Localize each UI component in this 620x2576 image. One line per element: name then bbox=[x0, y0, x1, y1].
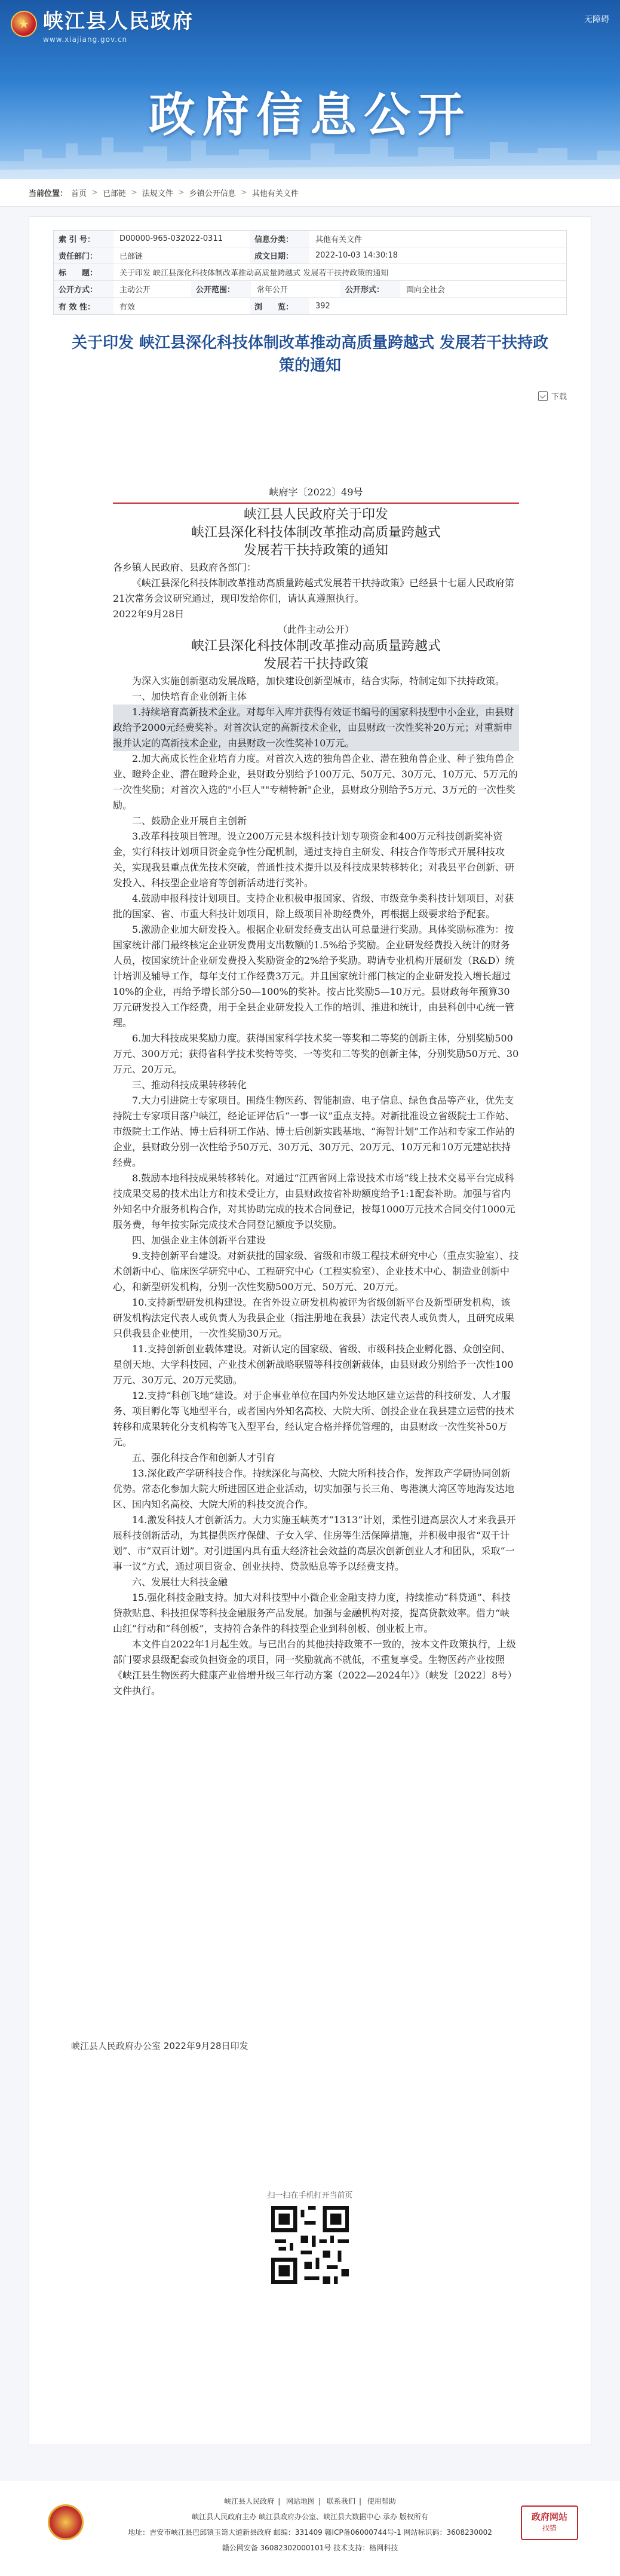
section-heading: 四、加强企业主体创新平台建设 bbox=[132, 1235, 266, 1246]
article-card bbox=[29, 216, 591, 2445]
meta-date-value: 2022-10-03 14:30:18 bbox=[315, 251, 398, 260]
page-title: 关于印发 峡江县深化科技体制改革推动高质量跨越式 发展若干扶持政策的通知 bbox=[71, 334, 549, 375]
doc-para: 12.支持“科创飞地”建设。对于企事业单位在国内外发达地区建立运营的科技研发、人才服务、项目孵化等飞地型平台，或者国内外知名高校、大院大所、创投企业在我县建立运营的技术转移和成果转化分支机构等飞入型平台，经认定合格并择优管理的，由县财政一次性奖补50万元。 bbox=[113, 1390, 515, 1448]
red-divider bbox=[113, 503, 519, 504]
meta-valid-label: 有 效 性： bbox=[54, 298, 113, 314]
meta-title-value: 关于印发 峡江县深化科技体制改革推动高质量跨越式 发展若干扶持政策的通知 bbox=[119, 269, 389, 278]
document-body bbox=[113, 485, 519, 1699]
breadcrumb-dept[interactable]: 已部链 bbox=[102, 189, 126, 198]
meta-type-value: 面向全社会 bbox=[406, 286, 446, 295]
doc-head-4: 峡江县深化科技体制改革推动高质量跨越式 bbox=[191, 639, 441, 654]
meta-views-label: 浏 览： bbox=[250, 298, 309, 314]
section-heading: 三、推动科技成果转移转化 bbox=[132, 1079, 247, 1091]
banner-title: 政府信息公开 bbox=[148, 88, 471, 142]
doc-head-2: 峡江县深化科技体制改革推动高质量跨越式 bbox=[191, 525, 441, 540]
footer-link-help[interactable]: 使用帮助 bbox=[367, 2497, 396, 2505]
national-emblem-icon: ★ bbox=[11, 11, 37, 37]
footer-link-sitemap[interactable]: 网站地图 bbox=[286, 2497, 315, 2505]
doc-para: 3.改革科技项目管理。设立200万元县本级科技计划专项资金和400万元科技创新奖补资金，实行科技计划项目资金竞争性分配机制，通过支持自主研发、科技合作等形式开展科技攻关，实现我县重点优先技术突破，普通性技术提升以及科技成果转移转化；对我县平台创新、研发投入、科技型企业培育等创新活动进行奖补。 bbox=[113, 831, 515, 889]
section-heading: 二、鼓励企业开展自主创新 bbox=[132, 815, 247, 826]
meta-index-label: 索 引 号： bbox=[54, 231, 113, 247]
meta-scope-value: 常年公开 bbox=[257, 286, 288, 295]
footer: 峡江县人民政府 | 网站地图 | 联系我们 | 使用帮助 峡江县人民政府主办 峡江县政府办公室、峡江县大数据中心 承办 版权所有 地址：吉安市峡江县巴邱镇玉笥大道新县政府 邮编：331409 赣ICP备06000744号-1 网站标识码：3608230002 赣公网安备 36082302000101号 技术支持：格网科技 政府网站 找错 bbox=[0, 2480, 620, 2576]
qr-label: 扫一扫在手机打开当前页 bbox=[267, 2191, 353, 2200]
breadcrumb-township[interactable]: 乡镇公开信息 bbox=[189, 189, 236, 198]
breadcrumb-label: 当前位置： bbox=[29, 189, 68, 198]
doc-para: 7.大力引进院士专家项目。围绕生物医药、智能制造、电子信息、绿色食品等产业，优先支持院士专家项目落户峡江，经论证评估后“一事一议”重点支持。对新批准设立省级院士工作站、市级院士工作站、博士后科研工作站、博士后创新实践基地、“海智计划”工作站和专家工作站的企业，县财政分别一次性给予50万元、30万元、30万元、20万元、10万元和10万元建站扶持经费。 bbox=[113, 1095, 515, 1168]
meta-scope-label: 公开范围： bbox=[191, 281, 251, 297]
download-button[interactable] bbox=[538, 390, 567, 402]
doc-head-1: 峡江县人民政府关于印发 bbox=[243, 507, 388, 522]
breadcrumb-home[interactable]: 首页 bbox=[71, 189, 87, 198]
meta-index-value: D00000-965-032022-0311 bbox=[119, 234, 223, 243]
breadcrumb: 当前位置： 首页 > 已部链 > 法规文件 > 乡镇公开信息 > 其他有关文件 bbox=[0, 179, 620, 207]
doc-date: 2022年9月28日 bbox=[113, 608, 185, 620]
barrier-free-link[interactable]: 无障碍 bbox=[584, 15, 609, 24]
doc-para: 10.支持新型研发机构建设。在省外设立研发机构被评为省级创新平台及新型研发机构，该研发机构法定代表人或负责人为我县企业（指注册地在我县）法定代表人或负责人，且研究成果只供我县企业使用，一次性奖励30万元。 bbox=[113, 1297, 515, 1339]
footer-address: 地址：吉安市峡江县巴邱镇玉笥大道新县政府 邮编：331409 赣ICP备06000744号-1 网站标识码：3608230002 bbox=[128, 2528, 492, 2537]
doc-para: 8.鼓励本地科技成果转移转化。对通过“江西省网上常设技术市场”线上技术交易平台完成科技成果交易的技术出让方和技术受让方，由县财政按省补助额度给予1:1配套补助。加强与省内外知名中介服务机构合作，对其协助完成的技术合同登记，按每1000万元技术合同交付1000元服务费，每年按实际完成技术合同登记额度予以奖励。 bbox=[113, 1172, 515, 1230]
doc-para: 9.支持创新平台建设。对新获批的国家级、省级和市级工程技术研究中心（重点实验室）、技术创新中心、临床医学研究中心、工程研究中心（工程实验室）、企业技术中心、制造业创新中心，和新型研发机构，分别一次性奖励500万元、50万元、20万元。 bbox=[113, 1250, 519, 1292]
footer-link-contact[interactable]: 联系我们 bbox=[326, 2497, 355, 2505]
doc-number: 峡府字〔2022〕49号 bbox=[269, 486, 363, 498]
qr-block bbox=[250, 2189, 370, 2286]
meta-date-label: 成文日期： bbox=[250, 247, 309, 264]
section-heading: 五、强化科技合作和创新人才引育 bbox=[132, 1452, 276, 1463]
doc-para: 《峡江县深化科技体制改革推动高质量跨越式发展若干扶持政策》已经县十七届人民政府第21次常务会议研究通过，现印发给你们，请认真遵照执行。 bbox=[113, 577, 515, 604]
footer-sponsor: 峡江县人民政府主办 峡江县政府办公室、峡江县大数据中心 承办 版权所有 bbox=[192, 2513, 428, 2521]
doc-para: 11.支持创新创业载体建设。对新认定的国家级、省级、市级科技企业孵化器、众创空间、星创天地、大学科技园、产业技术创新战略联盟等科技创新载体，由县财政分别给予一次性100万元、30万元、20万元奖励。 bbox=[113, 1343, 514, 1386]
meta-valid-value: 有效 bbox=[119, 302, 136, 312]
meta-title-label: 标 题： bbox=[54, 264, 113, 280]
doc-head-3: 发展若干扶持政策的通知 bbox=[243, 543, 388, 558]
meta-theme-value: 主动公开 bbox=[119, 286, 151, 295]
meta-category-label: 信息分类： bbox=[250, 231, 309, 247]
header-banner bbox=[0, 0, 620, 179]
doc-para-highlighted: 1.持续培育高新技术企业。对每年入库并获得有效证书编号的国家科技型中小企业，由县财政给予2000元经费奖补。对首次认定的高新技术企业，由县财政一次性奖补20万元；对重新申报并认定的高新技术企业，由县财政一次性奖补10万元。 bbox=[113, 705, 519, 751]
download-icon bbox=[538, 391, 548, 401]
doc-para: 本文件自2022年1月起生效。与已出台的其他扶持政策不一致的，按本文件政策执行，上级部门要求县级配套或负担资金的项目，同一奖励就高不就低，不重复享受。生物医药产业按照《峡江县生物医药大健康产业倍增升级三年行动方案（2022—2024年）》（峡发〔2022〕8号）文件执行。 bbox=[113, 1638, 517, 1696]
site-name[interactable]: 峡江县人民政府 bbox=[43, 9, 194, 33]
doc-para: 15.强化科技金融支持。加大对科技型中小微企业金融支持力度，持续推动“科贷通”、科技贷款贴息、科技担保等科技金融服务产品发展。加强与金融机构对接，提高贷款效率。借力“峡山红”行动和“科创板”，支持符合条件的科技型企业到科创板、创业板上市。 bbox=[113, 1592, 511, 1634]
qr-code-icon[interactable] bbox=[271, 2206, 349, 2284]
badge-top-text: 政府网站 bbox=[531, 2511, 567, 2522]
meta-theme-label: 公开方式： bbox=[54, 281, 113, 297]
meta-views-value: 392 bbox=[315, 301, 330, 311]
doc-intro: 为深入实施创新驱动发展战略，加快建设创新型城市，结合实际，特制定如下扶持政策。 bbox=[132, 675, 505, 687]
download-label: 下载 bbox=[551, 393, 567, 402]
meta-org-value: 已部链 bbox=[119, 252, 143, 261]
section-heading: 一、加快培育企业创新主体 bbox=[132, 691, 247, 702]
doc-para: 2.加大高成长性企业培育力度。对首次入选的独角兽企业、潜在独角兽企业、种子独角兽企业、瞪羚企业、潜在瞪羚企业，县财政分别给予100万元、50万元、30万元、10万元、5万元的一次性奖励；对首次入选的"小巨人""专精特新"企业，县财政分别给予5万元、3万元的一次性奖励。 bbox=[113, 753, 518, 811]
doc-para: 5.激励企业加大研发投入。根据企业研发经费支出认可总量进行奖励。具体奖励标准为：按国家统计部门最终核定企业研发费用支出数额的1.5%给予奖励。企业研发经费投入统计的财务人员，按国家统计企业研发费投入奖励资金的2%给予奖励。聘请专业机构开展研发（R&D）统计培训及辅导工作，每年支付工作经费3万元。并且国家统计部门核定的企业研发投入增长超过10%的企业，再给予增长部分50—100%的奖补。按占比奖励5—10万元。县财政每年预算30万元研发投入工作经费，用于全县企业研发投入工作的培训、推进和统计，由县科创中心统一管理。 bbox=[113, 924, 515, 1028]
doc-para: 4.鼓励申报科技计划项目。支持企业积极申报国家、省级、市级竞争类科技计划项目，对获批的国家、省、市重大科技计划项目，除上级项目补助经费外，再根据上级要求给予配套。 bbox=[113, 893, 514, 920]
error-report-badge[interactable] bbox=[521, 2505, 578, 2540]
section-heading: 六、发展壮大科技金融 bbox=[132, 1576, 228, 1588]
doc-addressee: 各乡镇人民政府、县政府各部门： bbox=[113, 562, 257, 573]
metadata-table bbox=[53, 230, 567, 315]
doc-public: （此件主动公开） bbox=[277, 624, 354, 635]
breadcrumb-other[interactable]: 其他有关文件 bbox=[251, 189, 299, 198]
badge-bottom-text: 找错 bbox=[542, 2524, 557, 2532]
site-url: www.xiajiang.gov.cn bbox=[43, 35, 128, 44]
footer-security[interactable]: 赣公网安备 36082302000101号 技术支持：格网科技 bbox=[222, 2544, 398, 2552]
footer-link-home[interactable]: 峡江县人民政府 bbox=[224, 2497, 275, 2505]
meta-category-value: 其他有关文件 bbox=[315, 235, 363, 244]
doc-signoff: 峡江县人民政府办公室 2022年9月28日印发 bbox=[71, 2041, 248, 2051]
doc-head-5: 发展若干扶持政策 bbox=[263, 657, 369, 672]
doc-para: 6.加大科技成果奖励力度。获得国家科学技术奖一等奖和二等奖的创新主体，分别奖励500万元、300万元；获得省科学技术奖特等奖、一等奖和二等奖的创新主体，分别奖励50万元、30万元、20万元。 bbox=[113, 1033, 519, 1075]
meta-type-label: 公开形式： bbox=[340, 281, 400, 297]
breadcrumb-laws[interactable]: 法规文件 bbox=[142, 189, 173, 198]
meta-org-label: 责任部门： bbox=[54, 247, 113, 264]
doc-para: 14.激发科技人才创新活力。大力实施玉峡英才“1313”计划，柔性引进高层次人才来我县开展科技创新活动，为其提供医疗保健、子女入学、住房等生活保障措施，并积极申报省“双千计划”、市“双百计划”。对引进国内具有重大经济社会效益的高层次创新创业人才和团队，采取“一事一议”方式，通过项目资金、创业扶持、贷款贴息等予以经费支持。 bbox=[113, 1514, 516, 1572]
doc-para: 13.深化政产学研科技合作。持续深化与高校、大院大所科技合作，发挥政产学研协同创新优势。常态化参加大院大所进园区进企业活动，切实加强与长三角、粤港澳大湾区等地海发达地区、国内知名高校、大院大所的科技交流合作。 bbox=[113, 1468, 515, 1510]
